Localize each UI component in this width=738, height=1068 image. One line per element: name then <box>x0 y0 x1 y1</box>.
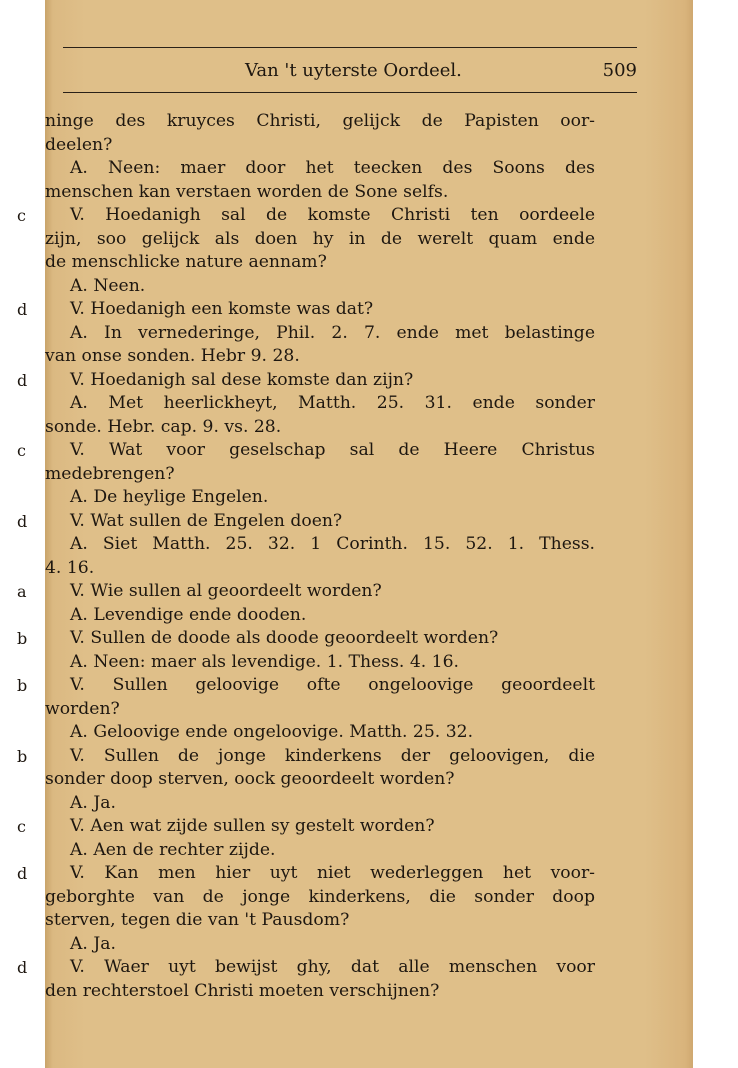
line-text: 4. 16. <box>45 557 95 578</box>
line-text: A. Geloovige ende ongeloovige. Matth. 25. 32. <box>70 722 474 742</box>
line-text: V. Hoedanigh sal de komste Christi ten oordeele <box>70 205 595 225</box>
text-line <box>17 510 595 534</box>
page-number: 509 <box>602 60 637 81</box>
line-text: A. Ja. <box>70 933 116 954</box>
text-line <box>17 674 595 698</box>
margin-marker: d <box>17 300 28 319</box>
text-line <box>45 839 595 863</box>
text-line <box>45 909 595 933</box>
line-text: V. Sullen de doode als doode geoordeelt worden? <box>70 628 499 648</box>
text-line <box>45 228 595 252</box>
text-line <box>45 980 595 1004</box>
margin-marker: d <box>17 370 28 390</box>
line-text: V. Waer uyt bewijst ghy, dat alle menschen voor <box>70 957 595 977</box>
text-line <box>45 392 595 416</box>
line-text: V. Hoedanigh sal dese komste dan zijn? <box>70 369 414 390</box>
line-text: A. In vernederinge, Phil. 2. 7. ende met belastinge <box>70 322 595 343</box>
text-line <box>17 745 595 769</box>
line-text: A. Ja. <box>70 792 116 813</box>
text-line <box>17 298 595 322</box>
line-text: deelen? <box>45 134 113 155</box>
header-top-rule <box>63 47 637 48</box>
text-line <box>45 345 595 369</box>
text-line <box>45 533 595 557</box>
text-line <box>17 204 595 228</box>
line-text: V. Sullen de jonge kinderkens der geloovigen, die <box>70 745 595 766</box>
text-line <box>45 604 595 628</box>
line-text: A. Neen: maer door het teecken des Soons des <box>70 158 595 178</box>
text-line <box>17 439 595 463</box>
margin-marker: d <box>17 958 28 977</box>
header-bottom-rule <box>63 92 637 93</box>
text-line <box>45 416 595 440</box>
text-line <box>45 886 595 910</box>
text-line <box>45 768 595 792</box>
running-title: Van 't uyterste Oordeel. <box>245 60 462 81</box>
text-line <box>45 275 595 299</box>
text-line <box>17 369 595 393</box>
text-line <box>45 557 595 581</box>
line-text: V. Wie sullen al geoordeelt worden? <box>70 581 382 601</box>
margin-marker: c <box>17 206 26 225</box>
line-text: V. Aen wat zijde sullen sy gestelt worden? <box>70 816 435 836</box>
text-line <box>45 134 595 158</box>
line-text: van onse sonden. Hebr 9. 28. <box>45 346 300 366</box>
line-text: A. Neen. <box>70 275 146 296</box>
text-line <box>45 322 595 346</box>
text-line <box>45 933 595 957</box>
text-line <box>17 956 595 980</box>
text-line <box>45 181 595 205</box>
text-line <box>45 110 595 134</box>
text-line <box>45 486 595 510</box>
text-line <box>17 580 595 604</box>
line-text: A. Levendige ende dooden. <box>70 604 307 625</box>
text-line <box>17 627 595 651</box>
line-text: A. Siet Matth. 25. 32. 1 Corinth. 15. 52. 1. Thess. <box>70 534 595 554</box>
line-text: den rechterstoel Christi moeten verschijnen? <box>45 980 440 1001</box>
text-line <box>45 157 595 181</box>
line-text: A. De heylige Engelen. <box>70 487 269 507</box>
margin-marker: b <box>17 629 28 648</box>
text-line <box>45 792 595 816</box>
line-text: worden? <box>45 698 120 719</box>
line-text: menschen kan verstaen worden de Sone selfs. <box>45 181 449 202</box>
margin-marker: b <box>17 746 28 766</box>
margin-marker: d <box>17 864 28 883</box>
line-text: V. Wat voor geselschap sal de Heere Christus <box>70 440 595 460</box>
line-text: sonder doop sterven, oock geoordeelt worden? <box>45 769 455 789</box>
line-text: A. Neen: maer als levendige. 1. Thess. 4. 16. <box>70 651 460 672</box>
text-line <box>45 721 595 745</box>
running-header <box>63 60 637 84</box>
text-line <box>17 862 595 886</box>
line-text: de menschlicke nature aennam? <box>45 252 327 272</box>
margin-marker: d <box>17 511 28 531</box>
line-text: V. Hoedanigh een komste was dat? <box>70 299 374 319</box>
line-text: sonde. Hebr. cap. 9. vs. 28. <box>45 416 282 437</box>
text-line <box>45 651 595 675</box>
text-line <box>17 815 595 839</box>
line-text: V. Kan men hier uyt niet wederleggen het voor- <box>70 863 595 883</box>
line-text: V. Sullen geloovige ofte ongeloovige geoordeelt <box>70 675 595 695</box>
line-text: zijn, soo gelijck als doen hy in de werelt quam ende <box>45 228 595 249</box>
line-text: geborghte van de jonge kinderkens, die sonder doop <box>45 886 595 907</box>
line-text: A. Met heerlickheyt, Matth. 25. 31. ende sonder <box>70 393 595 413</box>
text-line <box>45 698 595 722</box>
line-text: ninge des kruyces Christi, gelijck de Papisten oor- <box>45 111 595 131</box>
line-text: sterven, tegen die van 't Pausdom? <box>45 910 350 930</box>
text-line <box>45 463 595 487</box>
margin-marker: c <box>17 817 26 836</box>
margin-marker: a <box>17 582 27 601</box>
line-text: medebrengen? <box>45 463 175 484</box>
margin-marker: b <box>17 676 28 695</box>
body-text <box>17 110 595 1003</box>
margin-marker: c <box>17 441 26 460</box>
text-line <box>45 251 595 275</box>
line-text: V. Wat sullen de Engelen doen? <box>70 510 343 531</box>
line-text: A. Aen de rechter zijde. <box>70 839 276 860</box>
